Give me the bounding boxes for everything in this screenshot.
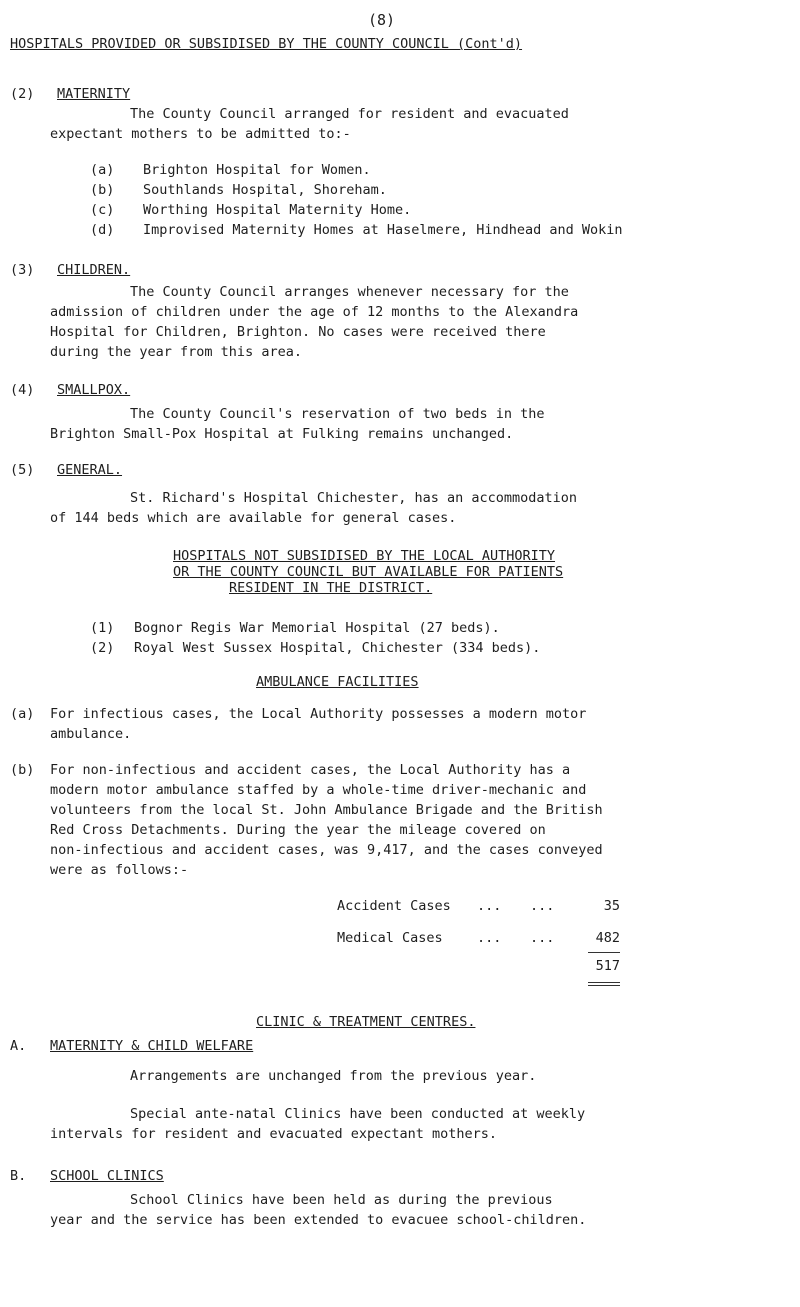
paragraph-line: expectant mothers to be admitted to:- xyxy=(50,126,351,142)
clinic-a-label: A. xyxy=(10,1038,27,1054)
list-item: Brighton Hospital for Women. xyxy=(143,162,371,178)
ambulance-a-label: (a) xyxy=(10,706,35,722)
list-item-label: (1) xyxy=(90,620,115,636)
leader-dots: ... xyxy=(530,930,555,946)
case-count: 35 xyxy=(603,898,620,914)
paragraph-line: were as follows:- xyxy=(50,862,189,878)
case-label: Medical Cases xyxy=(337,930,443,946)
clinic-b-title: SCHOOL CLINICS xyxy=(50,1168,164,1184)
case-label: Accident Cases xyxy=(337,898,451,914)
total-rule xyxy=(588,982,620,983)
paragraph-line: of 144 beds which are available for general cases. xyxy=(50,510,457,526)
children-section-title: CHILDREN. xyxy=(57,262,131,278)
paragraph-line: The County Council's reservation of two beds in the xyxy=(130,406,545,422)
clinic-b-label: B. xyxy=(10,1168,27,1184)
leader-dots: ... xyxy=(477,930,502,946)
list-item-label: (a) xyxy=(90,162,115,178)
not-subsidised-heading: HOSPITALS NOT SUBSIDISED BY THE LOCAL AUTHORITY xyxy=(173,548,556,564)
paragraph-line: Red Cross Detachments. During the year the mileage covered on xyxy=(50,822,546,838)
list-item-label: (2) xyxy=(90,640,115,656)
paragraph-line: Hospital for Children, Brighton. No cases were received there xyxy=(50,324,546,340)
paragraph-line: The County Council arranges whenever necessary for the xyxy=(130,284,569,300)
case-total: 517 xyxy=(595,958,620,974)
smallpox-section-number: (4) xyxy=(10,382,35,398)
children-section-number: (3) xyxy=(10,262,35,278)
paragraph-line: For infectious cases, the Local Authority possesses a modern motor xyxy=(50,706,587,722)
paragraph-line: Special ante-natal Clinics have been conducted at weekly xyxy=(130,1106,586,1122)
page-number: (8) xyxy=(368,11,396,29)
list-item: Worthing Hospital Maternity Home. xyxy=(143,202,412,218)
list-item: Improvised Maternity Homes at Haselmere, Hindhead and Wokin xyxy=(143,222,623,238)
not-subsidised-heading: OR THE COUNTY COUNCIL BUT AVAILABLE FOR PATIENTS xyxy=(173,564,564,580)
paragraph-line: School Clinics have been held as during the previous xyxy=(130,1192,553,1208)
page-heading: HOSPITALS PROVIDED OR SUBSIDISED BY THE COUNTY COUNCIL (Cont'd) xyxy=(10,36,523,52)
clinic-title: CLINIC & TREATMENT CENTRES. xyxy=(256,1014,476,1030)
paragraph-line: non-infectious and accident cases, was 9,417, and the cases conveyed xyxy=(50,842,603,858)
sum-rule xyxy=(588,952,620,953)
paragraph-line: ambulance. xyxy=(50,726,132,742)
paragraph-line: modern motor ambulance staffed by a whole-time driver-mechanic and xyxy=(50,782,587,798)
leader-dots: ... xyxy=(477,898,502,914)
case-count: 482 xyxy=(595,930,620,946)
general-section-number: (5) xyxy=(10,462,35,478)
paragraph-line: intervals for resident and evacuated expectant mothers. xyxy=(50,1126,498,1142)
maternity-section-title: MATERNITY xyxy=(57,86,131,102)
list-item-label: (b) xyxy=(90,182,115,198)
paragraph-line: admission of children under the age of 12 months to the Alexandra xyxy=(50,304,579,320)
maternity-section-number: (2) xyxy=(10,86,35,102)
clinic-a-title: MATERNITY & CHILD WELFARE xyxy=(50,1038,254,1054)
list-item: Bognor Regis War Memorial Hospital (27 beds). xyxy=(134,620,500,636)
paragraph-line: St. Richard's Hospital Chichester, has an accommodation xyxy=(130,490,578,506)
paragraph-line: Brighton Small-Pox Hospital at Fulking remains unchanged. xyxy=(50,426,514,442)
list-item-label: (d) xyxy=(90,222,115,238)
paragraph-line: For non-infectious and accident cases, the Local Authority has a xyxy=(50,762,571,778)
ambulance-b-label: (b) xyxy=(10,762,35,778)
leader-dots: ... xyxy=(530,898,555,914)
list-item: Royal West Sussex Hospital, Chichester (334 beds). xyxy=(134,640,541,656)
general-section-title: GENERAL. xyxy=(57,462,123,478)
paragraph-line: volunteers from the local St. John Ambulance Brigade and the British xyxy=(50,802,603,818)
ambulance-title: AMBULANCE FACILITIES xyxy=(256,674,419,690)
paragraph-line: Arrangements are unchanged from the previous year. xyxy=(130,1068,537,1084)
paragraph-line: year and the service has been extended to evacuee school-children. xyxy=(50,1212,587,1228)
paragraph-line: during the year from this area. xyxy=(50,344,302,360)
paragraph-line: The County Council arranged for resident and evacuated xyxy=(130,106,569,122)
not-subsidised-heading: RESIDENT IN THE DISTRICT. xyxy=(229,580,433,596)
list-item: Southlands Hospital, Shoreham. xyxy=(143,182,387,198)
smallpox-section-title: SMALLPOX. xyxy=(57,382,131,398)
list-item-label: (c) xyxy=(90,202,115,218)
total-rule xyxy=(588,985,620,986)
